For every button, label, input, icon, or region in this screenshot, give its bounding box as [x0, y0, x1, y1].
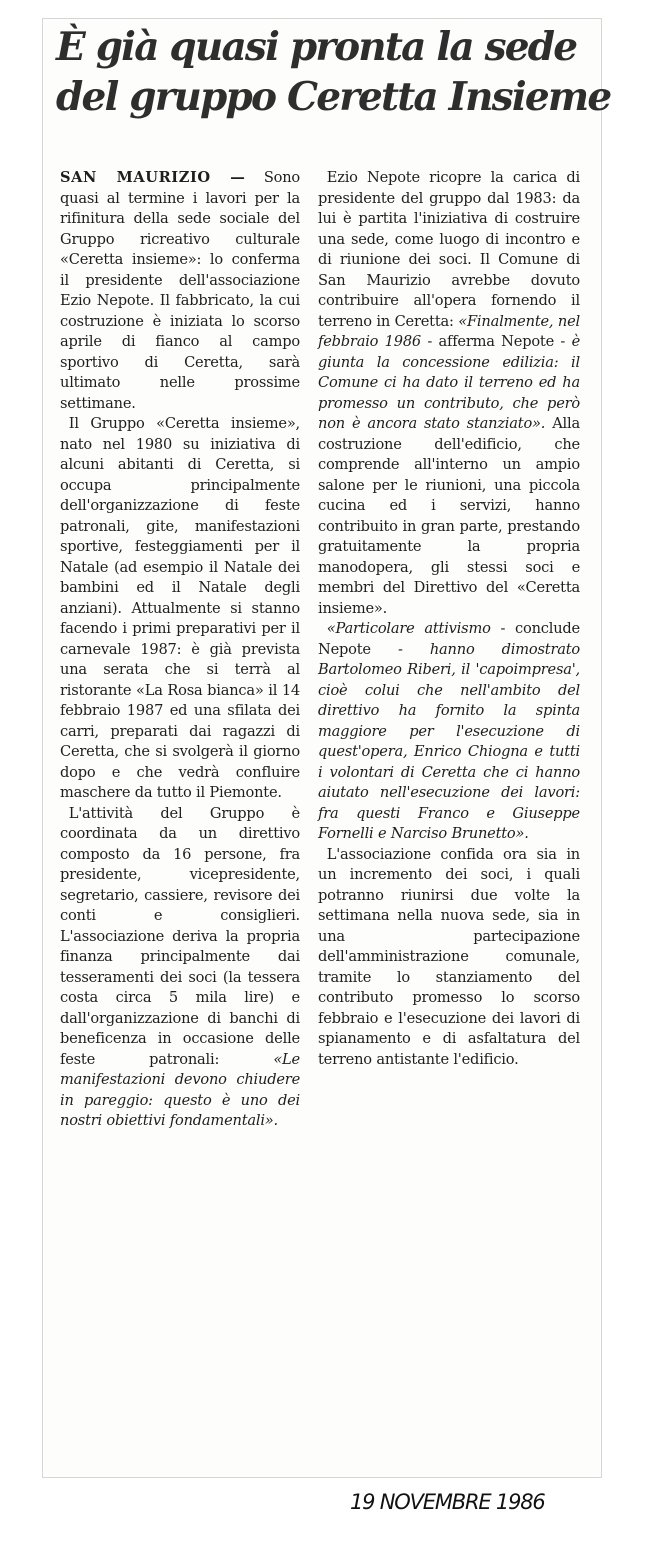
paragraph-text: Sono quasi al termine i lavori per la rifinitura della sede sociale del Gruppo ricreativo culturale «Ceretta insieme»: lo conferma il presidente dell'associazione Ezio Nepote. Il fabbricato, la cui costruzione è iniziata lo scorso aprile di fianco al campo sportivo di Ceretta, sarà ultimato nelle prossime settimane. [60, 169, 300, 412]
article-paragraph [318, 619, 580, 845]
headline-line-2: del gruppo Ceretta Insieme [56, 74, 611, 120]
article-column-right [318, 168, 580, 1070]
quote-text: «Le manifestazioni devono chiudere in pareggio: questo è uno dei nostri obiettivi fondamentali». [60, 1050, 300, 1129]
quote-text: è giunta la concessione edilizia: il Comune ci ha dato il terreno ed ha promesso un contributo, che però non è ancora stato stanziato». [318, 333, 580, 432]
quote-text: «Finalmente, nel febbraio 1986 [318, 312, 580, 350]
paragraph-text: L'attività del Gruppo è coordinata da un direttivo composto da 16 persone, fra presidente, vicepresidente, segretario, cassiere, revisore dei conti e consiglieri. L'associazione deriva la propria finanza principalmente dai tesseramenti dei soci (la tessera costa circa 5 mila lire) e dall'organizzazione di banchi di beneficenza in occasione delle feste patronali: [60, 804, 300, 1068]
publication-date: 19 NOVEMBRE 1986 [350, 1490, 545, 1514]
article-paragraph: L'associazione confida ora sia in un incremento dei soci, i quali potranno riunirsi due volte la settimana nella nuova sede, sia in una partecipazione dell'amministrazione comunale, tramite lo stanziamento del contributo promesso lo scorso febbraio e l'esecuzione dei lavori di spianamento e di asfaltatura del terreno antistante l'edificio. [318, 845, 580, 1068]
dateline: SAN MAURIZIO — [60, 169, 246, 186]
article-paragraph [60, 168, 300, 414]
quote-text: «Particolare attivismo [326, 620, 491, 637]
paragraph-text: Alla costruzione dell'edificio, che comprende all'interno un ampio salone per le riunioni, una piccola cucina ed i servizi, hanno contribuito in gran parte, prestando gratuitamente la propria manodopera, gli stessi soci e membri del Direttivo del «Ceretta insieme». [318, 415, 580, 617]
article-paragraph [318, 168, 580, 619]
article-paragraph [60, 804, 300, 1132]
headline-line-1: È già quasi pronta la sede [56, 24, 577, 70]
article-paragraph: Il Gruppo «Ceretta insieme», nato nel 1980 su iniziativa di alcuni abitanti di Ceretta, si occupa principalmente dell'organizzazione di feste patronali, gite, manifestazioni sportive, festeggiamenti per il Natale (ad esempio il Natale dei bambini ed il Natale degli anziani). Attualmente si stanno facendo i primi preparativi per il carnevale 1987: è già prevista una serata che si terrà al ristorante «La Rosa bianca» il 14 febbraio 1987 ed una sfilata dei carri, preparati dai ragazzi di Ceretta, che si svolgerà il giorno dopo e che vedrà confluire maschere da tutto il Piemonte. [60, 415, 300, 801]
quote-text: hanno dimostrato Bartolomeo Riberi, il 'capoimpresa', cioè colui che nell'ambito del direttivo ha fornito la spinta maggiore per l'esecuzione di quest'opera, Enrico Chiogna e tutti i volontari di Ceretta che ci hanno aiutato nell'esecuzione dei lavori: fra questi Franco e Giuseppe Fornelli e Narciso Brunetto». [318, 640, 580, 842]
paragraph-text: - afferma Nepote - [427, 333, 566, 350]
article-headline [56, 22, 611, 122]
paragraph-text: - conclude Nepote - [318, 620, 580, 658]
paragraph-text: Ezio Nepote ricopre la carica di presidente del gruppo dal 1983: da lui è partita l'iniziativa di costruire una sede, come luogo di incontro e di riunione dei soci. Il Comune di San Maurizio avrebbe dovuto contribuire all'opera fornendo il terreno in Ceretta: [318, 169, 580, 330]
article-column-left [60, 168, 300, 1132]
